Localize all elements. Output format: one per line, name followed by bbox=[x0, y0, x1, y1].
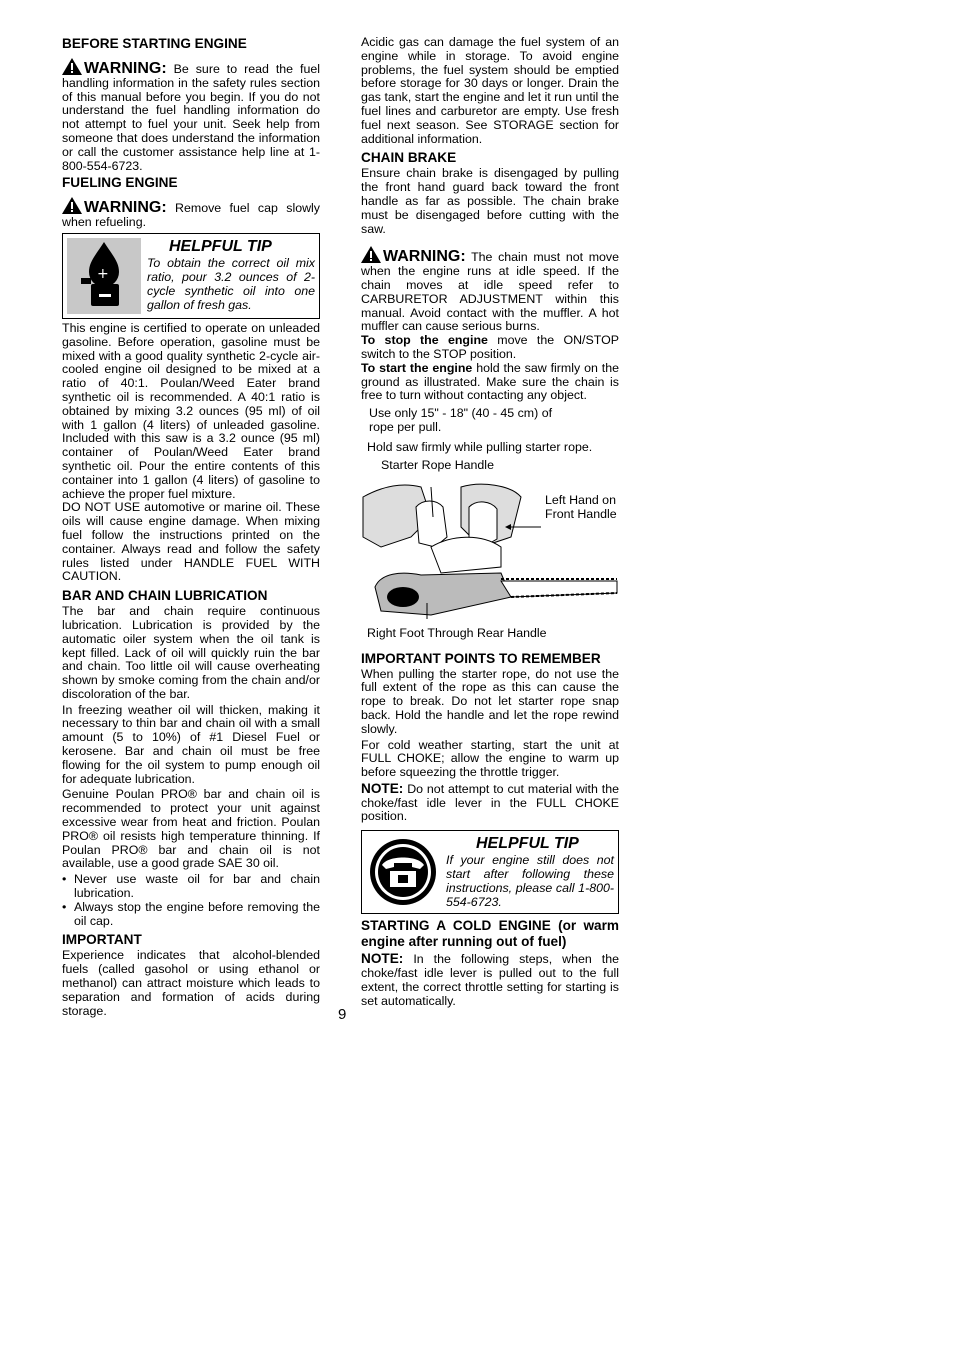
label-right-foot: Right Foot Through Rear Handle bbox=[367, 625, 547, 640]
tip-text: To obtain the correct oil mix ratio, pour 3.2 ounces of 2-cycle synthetic oil into one gallon of fresh gas. bbox=[147, 255, 315, 312]
bullet-text: Never use waste oil for bar and chain lubrication. bbox=[74, 872, 320, 901]
list-item: • Always stop the engine before removing the oil cap. bbox=[62, 899, 320, 928]
paragraph-bar-1: The bar and chain require continuous lubrication. Lubrication is provided by the automatic oiler system when the oil tank is kept filled. Lack of oil will quickly ruin the bar and chain. Too little oil will cause overheating shown by smoke coming from the chain and/or discoloration of the bar. bbox=[62, 604, 320, 701]
label-left-hand: Left Hand on Front Handle bbox=[545, 492, 617, 521]
stop-engine-text: move the ON/STOP switch to the STOP position. bbox=[361, 333, 619, 361]
left-column bbox=[62, 34, 320, 1018]
list-item: • Never use waste oil for bar and chain lubrication. bbox=[62, 872, 320, 901]
heading-fueling: FUELING ENGINE bbox=[62, 175, 178, 191]
paragraph-points-2: For cold weather starting, start the unit at FULL CHOKE; allow the engine to warm up before squeezing the throttle trigger. bbox=[361, 737, 619, 780]
warning-triangle-icon bbox=[62, 58, 82, 75]
starting-illustration bbox=[361, 457, 619, 640]
note-text: In the following steps, when the choke/fast idle lever is pulled out to the full extent, the correct throttle setting for starting is set automatically. bbox=[361, 952, 620, 1008]
paragraph-certified: This engine is certified to operate on unleaded gasoline. Before operation, gasoline must be mixed with a good quality synthetic 2-cycle air-cooled engine oil designed to be mixed at a ratio of 40:1. Poulan/Weed Eater brand synthetic oil is recommended. A 40:1 ratio is obtained by mixing 3.2 ounces (95 ml) of oil with 1 gallon (4 liters) of unleaded gasoline. Included with this saw is a 3.2 ounce (95 ml) container of Poulan/Weed Eater brand synthetic oil. Pour the entire contents of this container into 1 gallon (4 liters) of gasoline to achieve the proper fuel mixture. bbox=[62, 320, 320, 501]
chainsaw-drawing bbox=[361, 477, 619, 627]
note-choke-lever bbox=[361, 952, 619, 1008]
warning-fuel-cap bbox=[62, 197, 320, 230]
note-full-choke bbox=[361, 782, 619, 824]
caption-hold-saw: Hold saw firmly while pulling starter rope. bbox=[367, 439, 593, 454]
heading-before-starting: BEFORE STARTING ENGINE bbox=[62, 36, 247, 51]
paragraph-bar-2: In freezing weather oil will thicken, making it necessary to thin bar and chain oil with a small amount (5 to 10%) of #1 Diesel Fuel or kerosene. Bar and chain oil must be free flowing for the oil system to pump enough oil for adequate lubrication. bbox=[62, 702, 320, 786]
heading-important: IMPORTANT bbox=[62, 932, 142, 948]
paragraph-start-engine bbox=[361, 362, 619, 403]
start-engine-label: To start the engine bbox=[361, 360, 473, 375]
paragraph-acidic-gas: Acidic gas can damage the fuel system of an engine while in storage. To avoid engine problems, the fuel system should be emptied before storage for 30 days or longer. Drain the gas tank, start the engine and let it run until the fuel lines and carburetor are empty. Use fresh fuel next season. See STORAGE section for additional information. bbox=[361, 35, 619, 146]
warning-idle-chain bbox=[361, 246, 619, 334]
start-engine-text: hold the saw firmly on the ground as illustrated. Make sure the chain is free to turn without contacting any object. bbox=[361, 360, 619, 403]
bullet-text: Always stop the engine before removing the oil cap. bbox=[74, 899, 320, 928]
note-label: NOTE: bbox=[361, 780, 404, 796]
heading-cold-engine: STARTING A COLD ENGINE (or warm engine after running out of fuel) bbox=[361, 918, 619, 950]
warning-word: WARNING: bbox=[84, 199, 167, 217]
telephone-icon bbox=[366, 835, 440, 909]
warning-fuel-handling bbox=[62, 58, 320, 173]
paragraph-stop-engine bbox=[361, 334, 619, 362]
warning-text: Be sure to read the fuel handling information in the safety rules section of this manual before you begin. If you do not understand the fuel handling information do not attempt to fuel your unit. Seek help from someone that does understand the information or call the customer assistance help line at 1-800-554-6723. bbox=[62, 62, 320, 173]
note-label: NOTE: bbox=[361, 951, 404, 967]
heading-chain-brake: CHAIN BRAKE bbox=[361, 150, 457, 166]
paragraph-do-not-use: DO NOT USE automotive or marine oil. These oils will cause engine damage. When mixing fuel follow the instructions printed on the container. Always read and follow the safety rules listed under HANDLE FUEL WITH CAUTION. bbox=[62, 500, 320, 584]
page-number: 9 bbox=[338, 1006, 347, 1023]
heading-important-points: IMPORTANT POINTS TO REMEMBER bbox=[361, 650, 601, 666]
paragraph-important: Experience indicates that alcohol-blended fuels (called gasohol or using ethanol or methanol) can attract moisture which leads to separation and formation of acids during storage. bbox=[62, 948, 320, 1018]
stop-engine-label: To stop the engine bbox=[361, 333, 488, 348]
paragraph-points-1: When pulling the starter rope, do not use the full extent of the rope as this can cause the rope to break. Do not let starter rope snap back. Hold the handle and let the rope rewind slowly. bbox=[361, 666, 619, 736]
warning-triangle-icon bbox=[62, 197, 82, 214]
warning-word: WARNING: bbox=[84, 60, 167, 77]
label-starter-rope: Starter Rope Handle bbox=[381, 457, 494, 472]
paragraph-bar-3: Genuine Poulan PRO® bar and chain oil is recommended to protect your unit against excessive wear from heat and friction. Poulan PRO® oil resists high temperature thinning. If Poulan PRO® bar and chain oil is not available, use a good grade SAE 30 oil. bbox=[62, 787, 320, 871]
tip-title: HELPFUL TIP bbox=[169, 237, 272, 255]
svg-text:+: + bbox=[97, 265, 109, 282]
tip-title: HELPFUL TIP bbox=[476, 835, 579, 853]
warning-text: Remove fuel cap slowly when refueling. bbox=[62, 201, 321, 230]
tip-text: If your engine still does not start after following these instructions, please call 1-800-554-6723. bbox=[446, 853, 614, 910]
helpful-tip-oil-mix bbox=[62, 233, 320, 319]
helpful-tip-call bbox=[361, 830, 619, 914]
warning-triangle-icon bbox=[361, 246, 381, 263]
note-text: Do not attempt to cut material with the choke/fast idle lever in the FULL CHOKE position. bbox=[361, 781, 619, 824]
paragraph-chain-brake: Ensure chain brake is disengaged by pulling the front hand guard back toward the front handle as far as possible. The chain brake must be disengaged before cutting with the saw. bbox=[361, 166, 619, 236]
right-column bbox=[361, 34, 619, 1008]
caption-use-only: Use only 15" - 18" (40 - 45 cm) of rope per pull. bbox=[369, 406, 553, 434]
warning-word: WARNING: bbox=[383, 248, 466, 266]
fuel-drop-icon bbox=[67, 238, 141, 314]
warning-text: The chain must not move when the engine runs at idle speed. If the chain moves at idle speed refer to CARBURETOR ADJUSTMENT within this manual. Avoid contact with the muffler. A hot muffler can cause serious burns. bbox=[361, 250, 619, 334]
heading-bar-chain: BAR AND CHAIN LUBRICATION bbox=[62, 588, 268, 604]
